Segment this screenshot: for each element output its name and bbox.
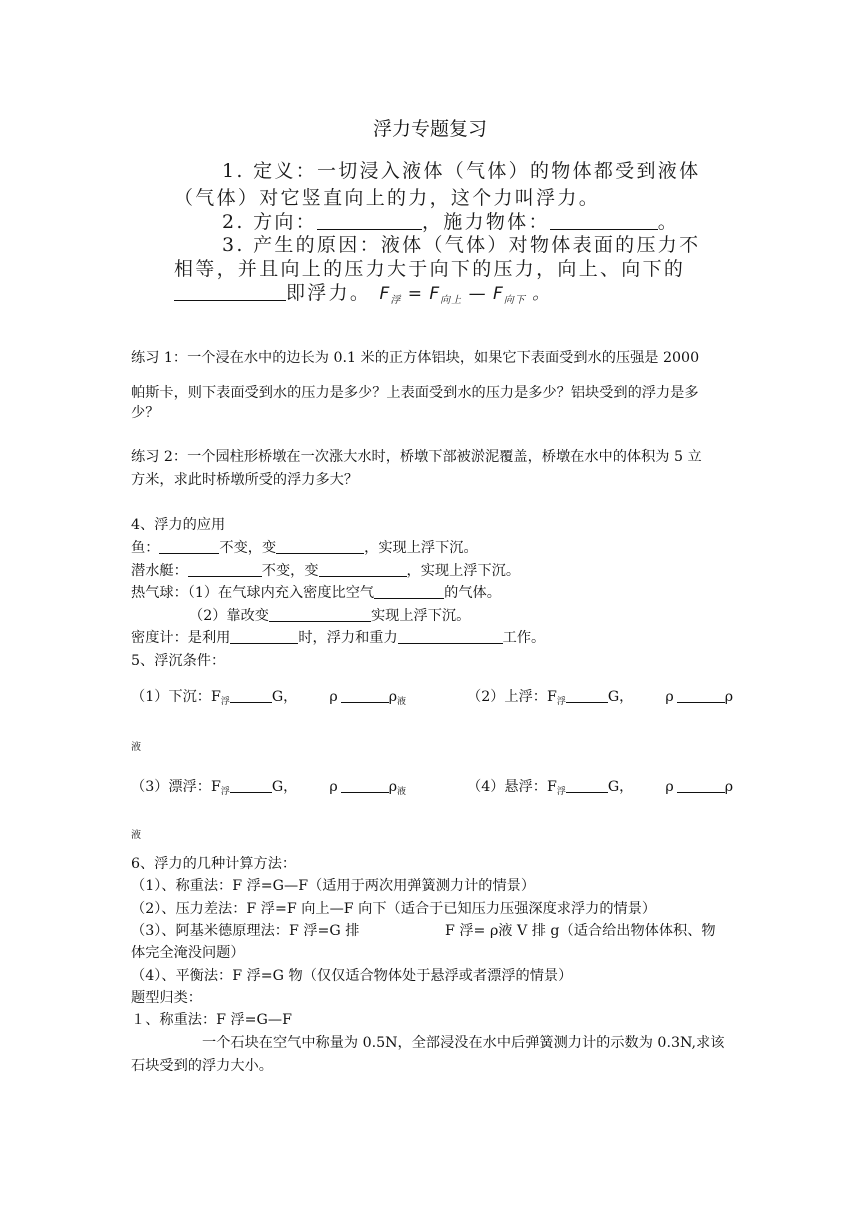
submarine-line: 潜水艇： 不变，变 ，实现上浮下沉。 <box>131 563 521 579</box>
condition-suspended: （4）悬浮：$F_浮$ G， ρ ρ <box>467 779 734 797</box>
exercise-2-line-1: 练习 2：一个园柱形桥墩在一次涨大水时，桥墩下部被淤泥覆盖，桥墩在水中的体积为 5 立 <box>131 449 702 465</box>
cause-end-text: 即浮力。 <box>286 282 372 304</box>
applier-label: ，施力物体： <box>421 211 550 233</box>
types-heading: 题型归类： <box>131 990 202 1006</box>
exercise-1-line-3: 少？ <box>131 405 160 421</box>
condition-floating: （3）漂浮：$F_浮$ G， ρ $\rho_液$ <box>131 779 407 797</box>
balloon-blank-2 <box>269 607 371 622</box>
exercise-1-line-1: 练习 1：一个浸在水中的边长为 0.1 米的正方体铝块，如果它下表面受到水的压强是 2000 <box>131 350 700 366</box>
cause-line-1: 3. 产生的原因：液体（气体）对物体表面的压力不 <box>222 234 701 256</box>
exercise-1-line-2: 帕斯卡，则下表面受到水的压力是多少？上表面受到水的压力是多少？铝块受到的浮力是多 <box>131 385 699 401</box>
submarine-blank-2 <box>319 562 407 577</box>
period: 。 <box>657 211 680 233</box>
method-3-part-c: 体完全淹没问题） <box>131 945 245 961</box>
method-3-part-a: （3）、阿基米德原理法：F 浮=G 排 <box>131 923 360 939</box>
type-1-question-line-2: 石块受到的浮力大小。 <box>131 1058 273 1074</box>
definition-line-1: 1. 定义：一切浸入液体（气体）的物体都受到液体 <box>222 160 701 182</box>
balloon-blank-1 <box>374 584 444 599</box>
direction-label: 2. 方向： <box>222 211 317 233</box>
condition-sink: （1）下沉：$F_浮$ G， ρ $\rho_液$ <box>131 689 407 707</box>
densimeter-blank-1 <box>230 629 298 644</box>
condition-float-up: （2）上浮：$F_浮$ G， ρ ρ <box>467 689 734 707</box>
fish-blank-1 <box>159 539 219 554</box>
direction-blank <box>317 215 422 230</box>
exercise-2-line-2: 方米，求此时桥墩所受的浮力多大？ <box>131 472 359 488</box>
condition-suspended-liquid: 液 <box>131 830 141 841</box>
condition-float-up-liquid: 液 <box>131 742 141 753</box>
cause-line-2: 相等，并且向上的压力大于向下的压力，向上、向下的 <box>174 258 686 280</box>
balloon-line-1: 热气球：（1）在气球内充入密度比空气 的气体。 <box>131 585 501 601</box>
applier-blank <box>550 215 658 230</box>
fish-blank-2 <box>276 539 364 554</box>
balloon-line-2: （2）靠改变 实现上浮下沉。 <box>189 608 471 624</box>
densimeter-line: 密度计：是利用 时，浮力和重力 工作。 <box>131 630 546 646</box>
cause-line-3 <box>174 278 550 306</box>
fish-line: 鱼： 不变，变 ，实现上浮下沉。 <box>131 540 478 556</box>
type-1-question-line-1: 一个石块在空气中称量为 0.5N，全部浸没在水中后弹簧测力计的示数为 0.3N,求该 <box>202 1035 725 1051</box>
application-heading: 4、浮力的应用 <box>131 517 226 533</box>
page-title: 浮力专题复习 <box>372 118 487 140</box>
method-4: （4）、平衡法：F 浮=G 物（仅仅适合物体处于悬浮或者漂浮的情景） <box>131 968 573 984</box>
condition-heading: 5、浮沉条件： <box>131 653 226 669</box>
type-1: １、称重法：F 浮=G—F <box>131 1012 292 1028</box>
method-2: （2）、压力差法：F 浮=F 向上—F 向下（适合于已知压力压强深度求浮力的情景） <box>131 901 657 917</box>
cause-blank <box>174 286 286 301</box>
densimeter-blank-2 <box>398 629 503 644</box>
method-1: （1）、称重法：F 浮=G—F（适用于两次用弹簧测力计的情景） <box>131 878 536 894</box>
buoyancy-formula: $F_浮 = F_{向上}$ — $F_{向下}$ 。 <box>379 284 551 306</box>
submarine-blank-1 <box>188 562 262 577</box>
methods-heading: 6、浮力的几种计算方法： <box>131 856 297 872</box>
definition-line-2: （气体）对它竖直向上的力，这个力叫浮力。 <box>174 187 601 209</box>
method-3-part-b: F 浮= ρ液 V 排 g（适合给出物体体积、物 <box>445 923 716 939</box>
